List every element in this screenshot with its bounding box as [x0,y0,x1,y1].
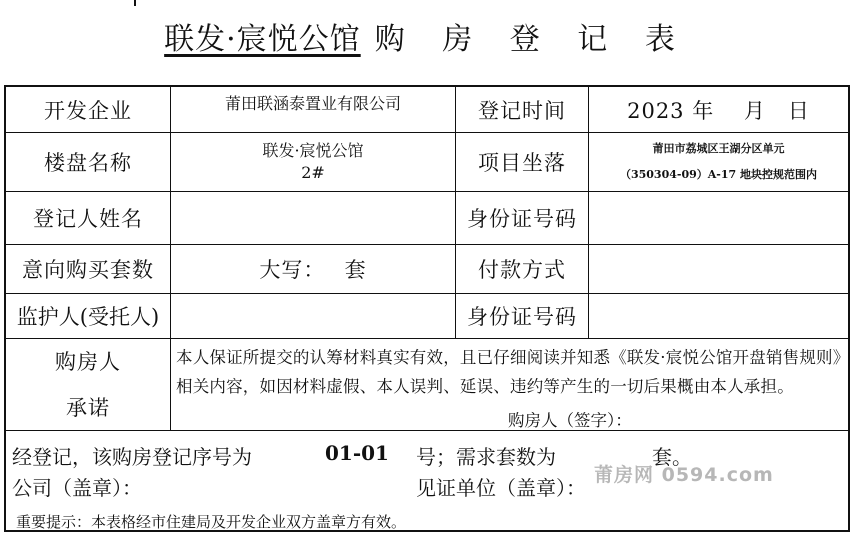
registrant-name-field[interactable] [171,192,455,244]
guardian-label: 监护人(受托人) [16,305,160,329]
payment-method-field[interactable] [589,245,848,293]
guardian-id-label: 身份证号码 [467,305,577,329]
important-note: 重要提示：本表格经市住建局及开发企业双方盖章方有效。 [16,513,407,531]
promise-text: 本人保证所提交的认筹材料真实有效，且已仔细阅读并知悉《联发·宸悦公馆开盘销售规则》相关内容，如因材料虚假、本人误判、延误、违约等产生的一切后果概由本人承担。 [176,348,842,396]
guardian-name-field[interactable] [171,294,455,338]
payment-method-label: 付款方式 [478,258,566,282]
property-name: 联发·宸悦公馆 [262,141,364,160]
registrant-name-label: 登记人姓名 [33,207,143,231]
witness-seal-label[interactable]: 见证单位（盖章）： [416,476,586,500]
page-title [0,14,853,58]
buyer-promise-label [6,339,170,430]
top-edge-mark [134,0,136,6]
promise-label-line-2: 承诺 [66,395,110,420]
property-label: 楼盘名称 [44,151,132,175]
watermark-logo: 莆房网 0594.com [594,464,774,486]
buyer-signature-label[interactable]: 购房人（签字）： [508,411,632,430]
registration-number: 01-01 [325,441,389,465]
row-divider [6,430,848,431]
reg-time-value: 2023 年 月 日 [627,98,810,123]
intent-units-label: 意向购买套数 [22,258,154,282]
reg-time-label: 登记时间 [478,98,566,123]
registrant-id-label: 身份证号码 [467,207,577,231]
title-project-name: 联发·宸悦公馆 [164,22,361,57]
building-number: 2# [301,163,325,182]
company-seal-label[interactable]: 公司（盖章）： [12,476,142,500]
developer-label: 开发企业 [44,98,132,123]
intent-units-value[interactable]: 大写： 套 [259,258,367,282]
registration-suffix: 号；需求套数为 [416,445,556,469]
location-value [589,133,848,191]
location-label: 项目坐落 [478,151,566,175]
title-form-name: 购 房 登 记 表 [374,22,689,57]
location-line-2: （350304-09）A-17 地块控规范围内 [619,168,818,181]
location-line-1: 莆田市荔城区王湖分区单元 [652,142,785,155]
developer-value: 莆田联涵泰置业有限公司 [224,94,401,113]
property-value [171,133,455,191]
registrant-id-field[interactable] [589,192,848,244]
guardian-id-field[interactable] [589,294,848,338]
registration-prefix: 经登记，该购房登记序号为 [12,445,252,469]
promise-label-line-1: 购房人 [55,349,121,374]
units-unit: 套。 [652,445,692,469]
